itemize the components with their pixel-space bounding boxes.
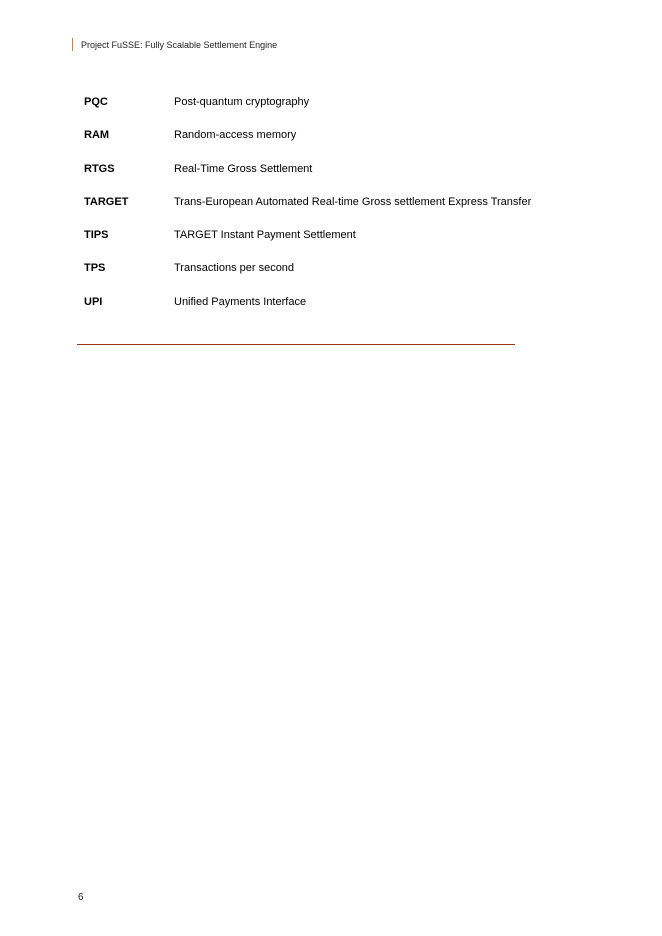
abbreviation-term: PQC [84,96,108,108]
running-header [72,38,277,51]
abbreviation-term: UPI [84,295,103,308]
abbreviation-row [84,229,584,262]
abbreviation-row [84,129,584,162]
section-divider [77,344,515,345]
abbreviation-definition: Post-quantum cryptography [174,96,310,108]
abbreviation-row [84,163,584,196]
abbreviation-definition: Transactions per second [174,262,295,275]
abbreviation-definition: Unified Payments Interface [174,295,307,308]
header-accent-bar [72,38,73,51]
abbreviation-row [84,262,584,295]
page-number: 6 [78,892,84,903]
abbreviation-row [84,196,584,229]
abbreviation-term: TIPS [84,229,109,242]
abbreviation-row [84,296,584,329]
abbreviations-table [84,96,584,329]
abbreviation-term: RAM [84,129,110,142]
abbreviation-definition: Real-Time Gross Settlement [174,162,313,175]
abbreviation-definition: Random-access memory [174,129,297,142]
abbreviation-definition: TARGET Instant Payment Settlement [174,229,356,242]
abbreviation-definition: Trans-European Automated Real-time Gross settlement Express Transfer [174,195,532,208]
abbreviation-term: TPS [84,262,106,275]
abbreviation-term: TARGET [84,195,129,208]
abbreviation-row [84,96,584,129]
abbreviation-term: RTGS [84,162,115,175]
header-title: Project FuSSE: Fully Scalable Settlement Engine [81,39,278,50]
